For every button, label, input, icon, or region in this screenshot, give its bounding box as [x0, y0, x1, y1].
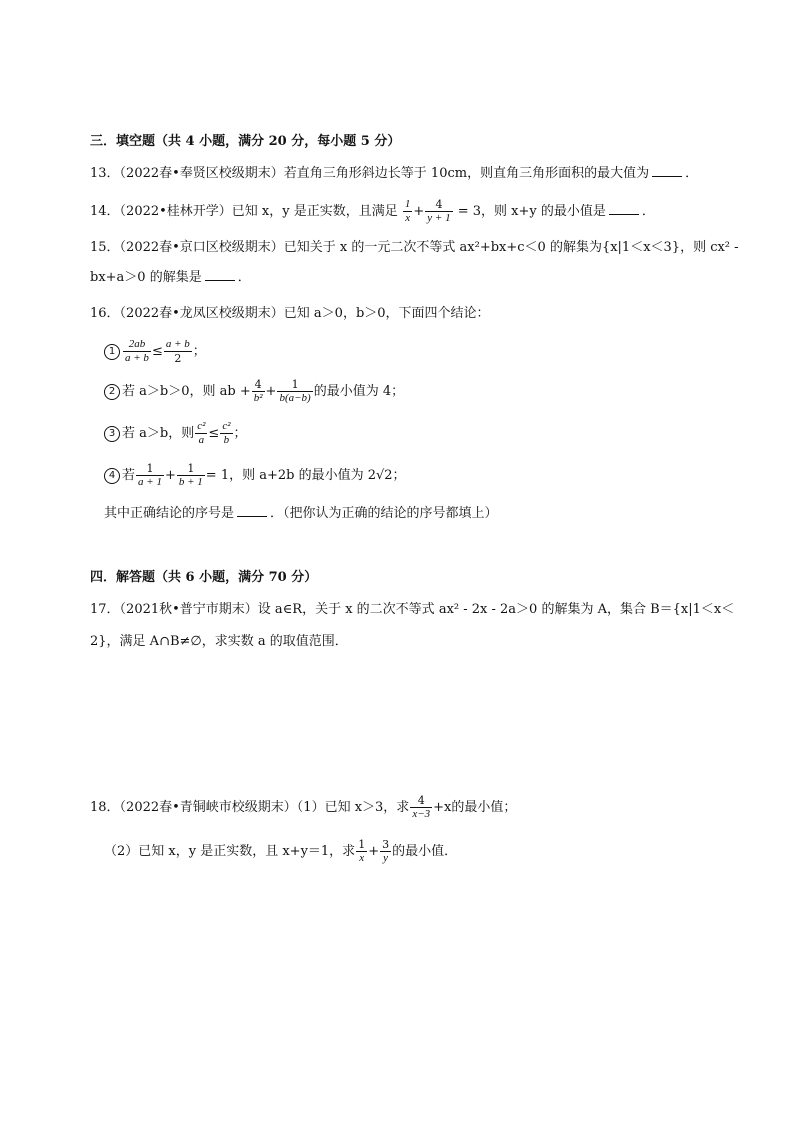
circled-number: 1 — [104, 344, 120, 360]
question-18-part-1: 18．（2022春•青铜峡市校级期末）（1）已知 x＞3，求 $\frac{4}{x-3}$ +x的最小值； — [90, 794, 517, 820]
question-14-mid: = 3，则 x+y 的最小值是 — [457, 204, 606, 219]
question-14: 14．（2022•桂林开学）已知 x，y 是正实数，且满足 $\frac{1}{x}$ + $\frac{4}{y + 1}$ = 3，则 x+y 的最小值是 ． — [90, 198, 655, 224]
question-17-line-2: 2}，满足 A∩B≠∅，求实数 a 的取值范围． — [90, 634, 348, 649]
question-13: 13．（2022春•奉贤区校级期末）若直角三角形斜边长等于 10cm，则直角三角形面积的最大值为 ． — [90, 166, 699, 181]
fraction: $\frac{1}{x}$ — [404, 198, 411, 224]
question-16-option-3: 3 若 a＞b，则 $\frac{\text{c²}}{a}$ ≤ $\frac{\text{c²}}{b}$ ； — [104, 420, 247, 447]
question-16-option-1: 1 $\frac{2ab}{a + b}$ ≤ $\frac{a + b}{2}$ ； — [104, 338, 206, 365]
question-16-tail: 其中正确结论的序号是 ．（把你认为正确的结论的序号都填上） — [104, 506, 498, 521]
fraction: $\frac{4}{x-3}$ — [412, 794, 431, 820]
section-4-title: 四．解答题（共 6 小题，满分 70 分） — [90, 570, 318, 585]
question-17-line-1: 17．（2021秋•普宁市期末）设 a∈R，关于 x 的二次不等式 ax² - 2x - 2a＞0 的解集为 A，集合 B＝{x|1＜x＜ — [90, 602, 735, 617]
question-13-text: 13．（2022春•奉贤区校级期末）若直角三角形斜边长等于 10cm，则直角三角形面积的最大值为 — [90, 166, 650, 181]
circled-number: 3 — [104, 426, 120, 442]
question-16-option-2: 2 若 a＞b＞0，则 ab + $\frac{4}{\text{b²}}$ + $\frac{1}{b(a-b)}$ 的最小值为 4； — [104, 378, 404, 405]
answer-blank — [652, 164, 682, 177]
question-16-stem: 16．（2022春•龙凤区校级期末）已知 a＞0，b＞0，下面四个结论： — [90, 306, 490, 321]
question-14-prefix: 14．（2022•桂林开学）已知 x，y 是正实数，且满足 — [90, 204, 398, 219]
question-18-part-2: （2）已知 x，y 是正实数，且 x+y＝1，求 $\frac{1}{x}$ + $\frac{3}{y}$ 的最小值． — [104, 838, 458, 864]
fraction: $\frac{3}{y}$ — [382, 838, 390, 864]
question-15-line-1: 15．（2022春•京口区校级期末）已知关于 x 的一元二次不等式 ax²+bx+c＜0 的解集为{x|1＜x＜3}，则 cx² - — [90, 240, 739, 255]
fraction: $\frac{1}{x}$ — [358, 838, 366, 864]
fraction: $\frac{4}{y + 1}$ — [427, 198, 451, 224]
answer-blank — [237, 504, 267, 517]
answer-blank — [205, 268, 235, 281]
circled-number: 4 — [104, 468, 120, 484]
circled-number: 2 — [104, 384, 120, 400]
question-15-line-2: bx+a＞0 的解集是 ． — [90, 270, 251, 285]
question-16-option-4: 4 若 $\frac{1}{a + 1}$ + $\frac{1}{b + 1}$ = 1，则 a+2b 的最小值为 2√2； — [104, 462, 406, 489]
section-3-title: 三．填空题（共 4 小题，满分 20 分，每小题 5 分） — [90, 134, 401, 149]
answer-blank — [609, 202, 639, 215]
question-15-text: bx+a＞0 的解集是 — [90, 270, 202, 285]
